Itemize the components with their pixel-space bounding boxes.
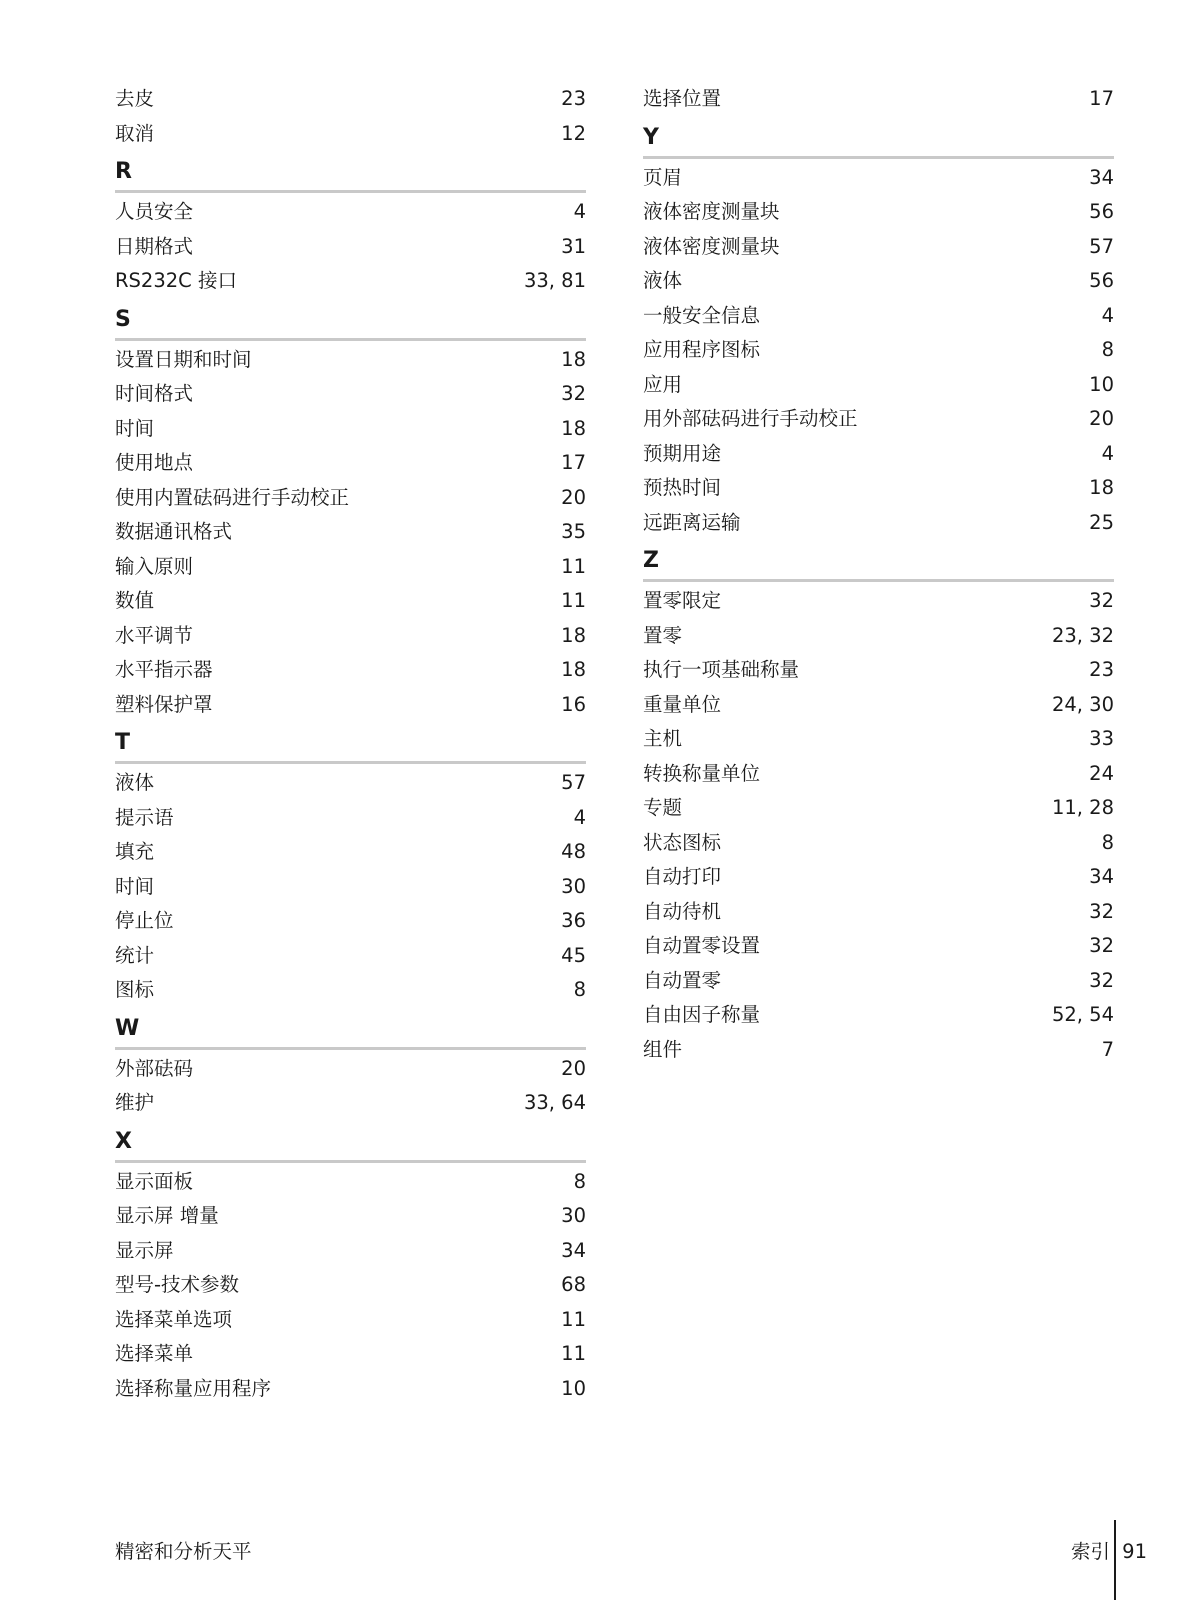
- index-entry: [643, 584, 1114, 619]
- section-divider: [115, 761, 586, 764]
- index-entry-pages: 8: [1101, 338, 1114, 361]
- index-entry-term: RS232C 接口: [115, 269, 237, 292]
- index-entry: [115, 412, 586, 447]
- index-column-right: [643, 82, 1114, 1067]
- index-entry-term: 统计: [115, 943, 155, 967]
- index-entry-term: 使用地点: [115, 451, 194, 474]
- index-entry: [643, 998, 1114, 1033]
- index-entry: [115, 195, 586, 230]
- index-entry: [115, 1337, 586, 1372]
- index-section-heading: [643, 117, 1114, 161]
- index-entry-pages: 32: [1089, 968, 1114, 992]
- section-letter: T: [115, 730, 131, 755]
- index-entry-term: 塑料保护罩: [115, 692, 213, 716]
- index-column-left: [115, 82, 586, 1406]
- index-entry-pages: 23: [1089, 658, 1114, 681]
- index-entry-pages: 31: [561, 234, 586, 258]
- index-entry-pages: 34: [1089, 165, 1114, 189]
- index-entry-term: 自动打印: [643, 865, 722, 888]
- index-entry-term: 设置日期和时间: [115, 347, 252, 371]
- index-entry-term: 页眉: [643, 165, 683, 189]
- index-entry-term: 重量单位: [643, 692, 722, 716]
- index-entry: [115, 904, 586, 939]
- index-entry: [115, 1303, 586, 1338]
- index-entry: [643, 368, 1114, 403]
- index-entry-pages: 16: [561, 692, 586, 716]
- index-entry: [643, 299, 1114, 334]
- index-entry-pages: 57: [561, 771, 586, 794]
- index-entry-term: 人员安全: [115, 200, 194, 223]
- index-entry: [643, 791, 1114, 826]
- section-divider: [115, 190, 586, 193]
- section-divider: [643, 156, 1114, 159]
- index-entry: [115, 377, 586, 412]
- index-entry-term: 时间: [115, 416, 155, 440]
- index-entry: [115, 481, 586, 516]
- index-entry: [115, 653, 586, 688]
- index-entry: [115, 973, 586, 1008]
- index-entry-pages: 25: [1089, 510, 1114, 534]
- index-entry: [115, 1052, 586, 1087]
- index-entry: [643, 195, 1114, 230]
- index-entry: [115, 82, 586, 117]
- index-entry-pages: 20: [561, 485, 586, 509]
- index-entry-pages: 57: [1089, 234, 1114, 258]
- index-entry: [643, 230, 1114, 265]
- index-entry-pages: 20: [1089, 407, 1114, 430]
- index-entry-pages: 8: [573, 978, 586, 1001]
- index-entry-term: 预热时间: [643, 476, 722, 499]
- index-entry-term: 输入原则: [115, 554, 194, 578]
- index-entry-pages: 11: [561, 1342, 586, 1365]
- index-entry-term: 执行一项基础称量: [643, 658, 800, 681]
- index-entry: [643, 722, 1114, 757]
- index-section-heading: [115, 151, 586, 195]
- index-entry-pages: 30: [561, 1204, 586, 1227]
- index-entry-term: 提示语: [115, 805, 174, 829]
- index-entry-pages: 24: [1089, 761, 1114, 785]
- index-entry: [115, 870, 586, 905]
- index-entry: [115, 619, 586, 654]
- index-entry-term: 预期用途: [643, 441, 722, 465]
- section-letter: Z: [643, 548, 659, 573]
- index-entry: [115, 766, 586, 801]
- index-entry-pages: 33, 64: [523, 1091, 586, 1114]
- index-entry-term: 液体: [115, 771, 155, 794]
- index-entry-pages: 10: [561, 1376, 586, 1400]
- section-divider: [115, 1047, 586, 1050]
- index-entry-pages: 20: [561, 1056, 586, 1080]
- index-entry: [115, 117, 586, 152]
- index-entry: [115, 1268, 586, 1303]
- index-entry-pages: 34: [1089, 865, 1114, 888]
- index-entry-term: 用外部砝码进行手动校正: [643, 407, 858, 430]
- index-entry-pages: 23, 32: [1051, 623, 1114, 647]
- index-entry-term: 专题: [643, 796, 683, 819]
- section-letter: W: [115, 1015, 140, 1041]
- index-entry-pages: 32: [561, 382, 586, 405]
- index-entry-pages: 52, 54: [1051, 1003, 1114, 1026]
- index-entry-term: 显示面板: [115, 1169, 194, 1193]
- index-entry-term: 去皮: [115, 87, 155, 110]
- index-entry-pages: 18: [561, 347, 586, 371]
- index-entry: [643, 860, 1114, 895]
- index-entry-term: 使用内置砝码进行手动校正: [115, 485, 350, 509]
- index-entry-term: 时间: [115, 874, 155, 898]
- index-entry-term: 型号-技术参数: [115, 1273, 240, 1296]
- index-entry-pages: 30: [561, 874, 586, 898]
- index-entry-term: 选择菜单: [115, 1342, 194, 1365]
- index-entry: [115, 1372, 586, 1407]
- index-entry: [115, 1086, 586, 1121]
- index-entry-term: 时间格式: [115, 382, 194, 405]
- index-entry-term: 维护: [115, 1091, 155, 1114]
- index-entry: [643, 161, 1114, 196]
- index-entry-term: 水平调节: [115, 623, 194, 647]
- index-entry: [643, 757, 1114, 792]
- index-entry-pages: 8: [1101, 830, 1114, 854]
- index-entry: [643, 82, 1114, 117]
- index-entry-pages: 45: [561, 943, 586, 967]
- index-entry: [643, 688, 1114, 723]
- index-entry: [643, 964, 1114, 999]
- section-letter: S: [115, 306, 131, 332]
- index-entry-pages: 4: [573, 200, 586, 223]
- index-entry: [643, 929, 1114, 964]
- index-entry: [115, 1165, 586, 1200]
- index-entry-term: 应用程序图标: [643, 338, 761, 361]
- index-section-heading: [115, 1121, 586, 1165]
- index-entry-pages: 48: [561, 840, 586, 863]
- index-entry-term: 液体密度测量块: [643, 234, 780, 258]
- index-entry-term: 选择位置: [643, 87, 722, 110]
- index-entry: [115, 515, 586, 550]
- index-entry: [115, 446, 586, 481]
- index-entry: [115, 801, 586, 836]
- index-entry: [643, 826, 1114, 861]
- index-entry: [643, 437, 1114, 472]
- index-entry-pages: 11, 28: [1051, 796, 1114, 819]
- index-entry-term: 状态图标: [643, 830, 722, 854]
- index-entry-pages: 4: [1101, 303, 1114, 327]
- index-entry: [643, 402, 1114, 437]
- index-entry: [643, 471, 1114, 506]
- index-entry-term: 水平指示器: [115, 658, 213, 681]
- index-entry: [115, 584, 586, 619]
- index-entry: [115, 688, 586, 723]
- index-entry-pages: 10: [1089, 372, 1114, 396]
- index-entry-pages: 35: [561, 520, 586, 543]
- section-letter: R: [115, 159, 132, 184]
- index-entry-term: 数据通讯格式: [115, 520, 233, 543]
- index-entry-pages: 32: [1089, 934, 1114, 957]
- index-entry-term: 应用: [643, 372, 683, 396]
- index-entry-pages: 34: [561, 1238, 586, 1262]
- index-entry: [115, 264, 586, 299]
- index-entry-term: 组件: [643, 1037, 683, 1061]
- index-entry-term: 填充: [115, 840, 155, 863]
- index-entry: [643, 333, 1114, 368]
- index-entry-term: 选择菜单选项: [115, 1307, 233, 1331]
- index-section-heading: [643, 540, 1114, 584]
- index-entry-pages: 11: [561, 1307, 586, 1331]
- index-entry-term: 自动置零: [643, 968, 722, 992]
- index-section-heading: [115, 299, 586, 343]
- index-entry-term: 远距离运输: [643, 510, 741, 534]
- section-divider: [115, 338, 586, 341]
- index-entry-pages: 23: [561, 87, 586, 110]
- index-entry-pages: 8: [573, 1169, 586, 1193]
- index-entry-pages: 11: [561, 554, 586, 578]
- index-entry: [115, 835, 586, 870]
- index-entry-term: 选择称量应用程序: [115, 1376, 272, 1400]
- index-entry-pages: 7: [1101, 1037, 1114, 1061]
- index-entry-term: 液体密度测量块: [643, 200, 780, 223]
- index-entry: [643, 895, 1114, 930]
- index-section-heading: [115, 1008, 586, 1052]
- index-entry: [643, 264, 1114, 299]
- index-entry: [643, 506, 1114, 541]
- section-letter: Y: [643, 124, 659, 150]
- index-entry-pages: 33, 81: [523, 269, 586, 292]
- index-entry: [115, 230, 586, 265]
- index-entry-pages: 12: [561, 121, 586, 145]
- index-entry-pages: 68: [561, 1273, 586, 1296]
- index-entry-term: 置零限定: [643, 589, 722, 612]
- index-entry: [643, 653, 1114, 688]
- index-entry: [115, 550, 586, 585]
- index-entry-pages: 18: [1089, 476, 1114, 499]
- footer-document-title: 精密和分析天平: [115, 1540, 252, 1563]
- index-entry-term: 自由因子称量: [643, 1003, 761, 1026]
- index-entry-term: 液体: [643, 269, 683, 292]
- index-entry: [115, 1234, 586, 1269]
- section-divider: [115, 1160, 586, 1163]
- footer-divider: [1114, 1520, 1116, 1600]
- index-entry-pages: 33: [1089, 727, 1114, 750]
- index-entry: [115, 939, 586, 974]
- footer-section-name: 索引: [1070, 1540, 1110, 1563]
- index-entry-pages: 17: [1089, 87, 1114, 110]
- index-entry-pages: 17: [561, 451, 586, 474]
- index-entry-term: 显示屏 增量: [115, 1204, 219, 1227]
- index-entry-pages: 56: [1089, 200, 1114, 223]
- index-entry-term: 外部砝码: [115, 1056, 194, 1080]
- index-entry-pages: 32: [1089, 589, 1114, 612]
- index-section-heading: [115, 722, 586, 766]
- index-entry: [643, 1033, 1114, 1068]
- index-entry-term: 数值: [115, 589, 155, 612]
- index-entry-pages: 36: [561, 909, 586, 932]
- index-entry-term: 停止位: [115, 909, 174, 932]
- index-entry-pages: 11: [561, 589, 586, 612]
- index-entry-term: 取消: [115, 121, 155, 145]
- index-entry-term: 自动置零设置: [643, 934, 761, 957]
- index-entry-pages: 18: [561, 416, 586, 440]
- index-entry: [115, 1199, 586, 1234]
- index-entry-term: 置零: [643, 623, 683, 647]
- index-entry-term: 一般安全信息: [643, 303, 761, 327]
- footer-page-number: 91: [1122, 1540, 1147, 1563]
- footer-page-info: [899, 1520, 1199, 1600]
- index-entry-pages: 32: [1089, 899, 1114, 923]
- index-entry: [115, 343, 586, 378]
- index-entry-term: 日期格式: [115, 234, 194, 258]
- index-entry-term: 图标: [115, 978, 155, 1001]
- index-entry-pages: 24, 30: [1051, 692, 1114, 716]
- section-letter: X: [115, 1128, 132, 1154]
- index-entry-pages: 4: [573, 805, 586, 829]
- index-entry-term: 自动待机: [643, 899, 722, 923]
- index-entry-pages: 18: [561, 658, 586, 681]
- index-entry: [643, 619, 1114, 654]
- index-entry-term: 显示屏: [115, 1238, 174, 1262]
- index-entry-pages: 18: [561, 623, 586, 647]
- index-entry-term: 转换称量单位: [643, 761, 761, 785]
- index-entry-pages: 56: [1089, 269, 1114, 292]
- index-entry-pages: 4: [1101, 441, 1114, 465]
- section-divider: [643, 579, 1114, 582]
- index-entry-term: 主机: [643, 727, 683, 750]
